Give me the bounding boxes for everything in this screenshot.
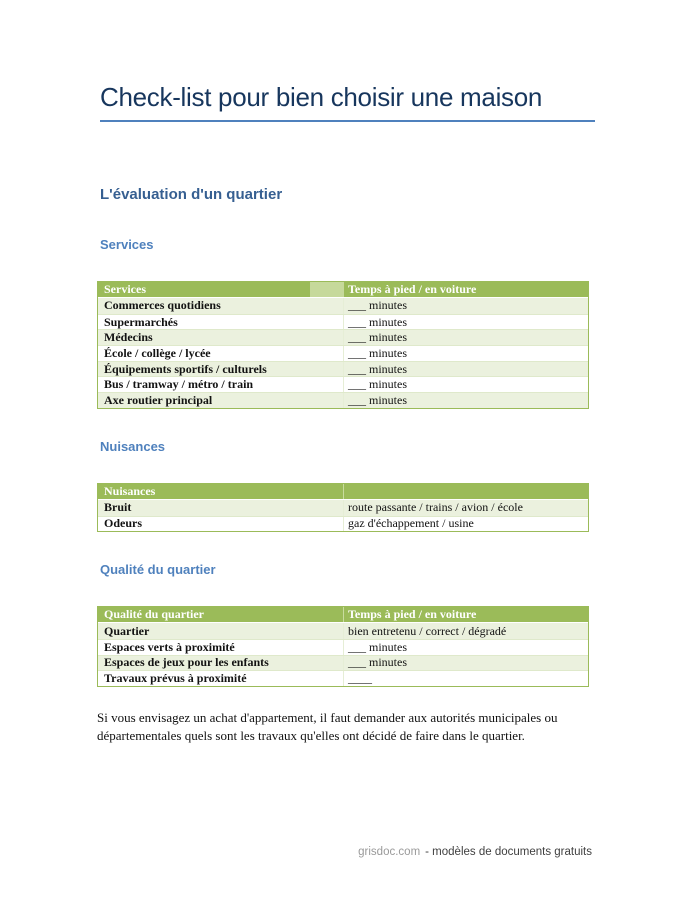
row-label: École / collège / lycée — [98, 346, 344, 361]
row-label: Axe routier principal — [98, 393, 344, 408]
section-heading-quartier: L'évaluation d'un quartier — [100, 186, 283, 203]
table-row — [98, 376, 588, 392]
row-value-blank: ___ minutes — [348, 298, 407, 313]
table-row — [98, 516, 588, 532]
row-label: Équipements sportifs / culturels — [98, 362, 344, 377]
row-label: Bruit — [98, 500, 344, 516]
services-header-spacer — [310, 282, 344, 297]
nuisances-table-header-row — [98, 484, 588, 500]
footer-site-link[interactable]: grisdoc.com — [358, 846, 421, 858]
subsection-heading-services: Services — [100, 237, 154, 252]
table-row — [98, 500, 588, 516]
subsection-heading-qualite: Qualité du quartier — [100, 562, 216, 578]
row-label: Travaux prévus à proximité — [98, 671, 344, 686]
row-value-blank: ___ minutes — [348, 330, 407, 345]
table-row — [98, 361, 588, 377]
row-label: Espaces verts à proximité — [98, 640, 344, 655]
table-row — [98, 345, 588, 361]
note-paragraph: Si vous envisagez un achat d'appartement, il faut demander aux autorités municipales ou départementales quels sont les travaux qu'elles ont décidé de faire dans le quartier. — [97, 709, 558, 744]
document-content — [97, 0, 595, 746]
services-table — [97, 281, 589, 409]
row-value-blank: ___ minutes — [348, 361, 407, 376]
row-value: route passante / trains / avion / école — [348, 500, 523, 515]
table-row — [98, 298, 588, 314]
row-value-blank: ___ minutes — [348, 392, 407, 407]
row-label: Bus / tramway / métro / train — [98, 377, 344, 392]
row-value-blank: ___ minutes — [348, 377, 407, 392]
table-row — [98, 314, 588, 330]
qualite-header-temps-cell: Temps à pied / en voiture — [348, 607, 477, 622]
row-value-blank: ___ minutes — [348, 314, 407, 329]
table-row — [98, 329, 588, 345]
qualite-table — [97, 606, 589, 687]
table-row — [98, 655, 588, 671]
table-row — [98, 670, 588, 686]
table-row — [98, 392, 588, 408]
row-label: Espaces de jeux pour les enfants — [98, 656, 344, 671]
row-label: Quartier — [98, 623, 344, 639]
row-value: bien entretenu / correct / dégradé — [348, 623, 507, 638]
row-value-blank: ___ minutes — [348, 345, 407, 360]
row-label: Médecins — [98, 330, 344, 345]
title-underline — [100, 120, 595, 122]
row-value-blank: ____ — [348, 671, 372, 686]
subsection-heading-nuisances: Nuisances — [100, 438, 166, 454]
qualite-table-header-row — [98, 607, 588, 623]
footer-tagline: - modèles de documents gratuits — [425, 846, 592, 858]
row-value-blank: ___ minutes — [348, 655, 407, 670]
row-label: Supermarchés — [98, 315, 344, 330]
row-label: Commerces quotidiens — [98, 298, 344, 314]
services-header-cell: Services — [104, 282, 146, 296]
row-value-blank: ___ minutes — [348, 639, 407, 654]
services-table-header-row — [98, 282, 588, 298]
nuisances-header-cell: Nuisances — [98, 484, 344, 499]
page-title: Check-list pour bien choisir une maison — [100, 82, 543, 112]
services-header-temps-cell: Temps à pied / en voiture — [348, 282, 477, 296]
footer — [358, 845, 592, 859]
qualite-header-cell: Qualité du quartier — [98, 607, 344, 622]
table-row — [98, 623, 588, 639]
row-label: Odeurs — [98, 517, 344, 532]
nuisances-header-empty-cell — [344, 484, 588, 499]
row-value: gaz d'échappement / usine — [348, 516, 474, 531]
nuisances-table — [97, 483, 589, 532]
table-row — [98, 639, 588, 655]
